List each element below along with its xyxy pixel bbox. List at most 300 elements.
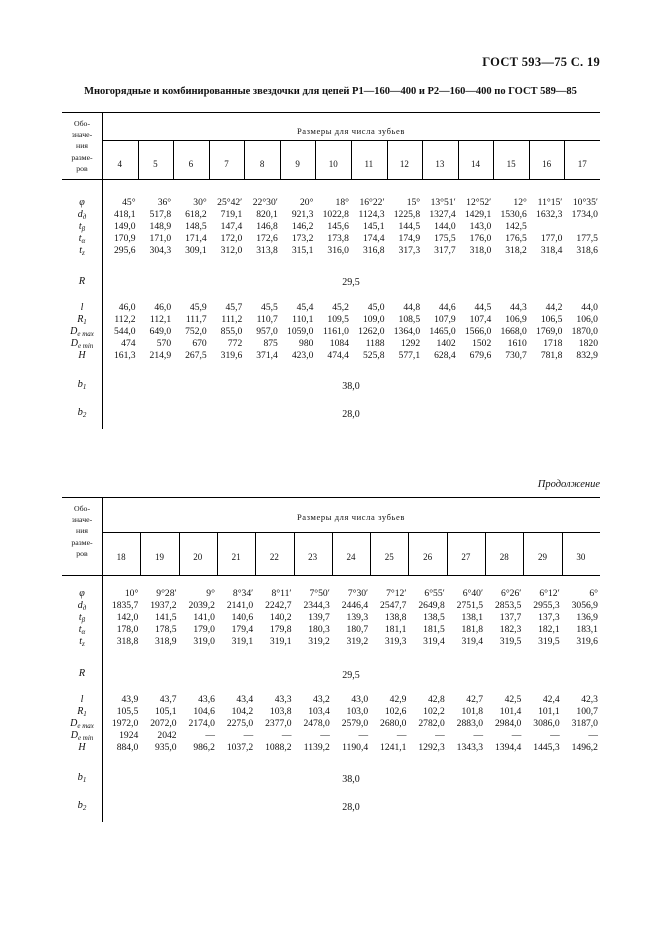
- cell-de-min: 570: [156, 338, 172, 349]
- cell-h: 1190,4: [342, 742, 369, 753]
- cell-t-b: 146,8: [256, 221, 278, 232]
- cell-de-min: —: [281, 730, 292, 741]
- teeth-count-cell: 8: [259, 159, 265, 169]
- cell-l: 45,7: [225, 302, 243, 313]
- cell-r1: 104,6: [193, 706, 215, 717]
- cell-t-b: 139,7: [308, 612, 330, 623]
- cell-h: 832,9: [576, 350, 598, 361]
- cell-t-b: 144,5: [398, 221, 421, 232]
- cell-de-max: 2984,0: [494, 718, 522, 729]
- cell-t-b: 140,6: [231, 612, 254, 623]
- cell-r1: 106,9: [505, 314, 527, 325]
- data-column: [562, 694, 598, 754]
- cell-de-min: 474: [121, 338, 136, 349]
- cell-l: 43,7: [159, 694, 177, 705]
- cell-phi: 6°: [589, 588, 598, 599]
- teeth-count-cell: 16: [542, 159, 552, 169]
- cell-phi: 9°: [206, 588, 215, 599]
- cell-phi: 7°12′: [386, 588, 407, 599]
- cell-phi: 6°26′: [501, 588, 522, 599]
- cell-t-z: 318,9: [155, 636, 177, 647]
- cell-l: 45,5: [261, 302, 278, 313]
- cell-de-min: 2042: [157, 730, 177, 741]
- cell-t-b: 138,8: [384, 612, 407, 623]
- value-b2: 28,0: [342, 409, 360, 420]
- cell-t-z: 318,0: [469, 245, 492, 256]
- cell-t-a: 171,4: [185, 233, 207, 244]
- cell-t-a: 179,0: [193, 624, 215, 635]
- cell-phi: 8°34′: [232, 588, 254, 599]
- cell-l: 43,4: [236, 694, 254, 705]
- cell-d-d: 618,2: [185, 209, 207, 220]
- teeth-count-cell: 20: [193, 552, 203, 562]
- cell-phi: 6°55′: [424, 588, 445, 599]
- cell-t-b: 144,0: [434, 221, 456, 232]
- cell-de-min: 1292: [400, 338, 421, 349]
- data-column: [244, 302, 278, 362]
- cell-de-min: 1924: [119, 730, 139, 741]
- cell-t-z: 313,8: [256, 245, 278, 256]
- cell-l: 46,0: [118, 302, 136, 313]
- cell-t-z: 318,6: [576, 245, 598, 256]
- cell-t-a: 175,5: [434, 233, 456, 244]
- cell-l: 43,0: [351, 694, 369, 705]
- teeth-count-cell: 4: [117, 159, 123, 169]
- data-column: [458, 302, 492, 362]
- teeth-count-cell: 12: [399, 159, 409, 169]
- cell-d-d: 1022,8: [322, 209, 349, 220]
- cell-r1: 101,8: [461, 706, 484, 717]
- cell-t-a: 172,6: [256, 233, 278, 244]
- cell-phi: 13°51′: [430, 197, 456, 208]
- cell-h: 1343,3: [456, 742, 484, 753]
- cell-h: 577,1: [398, 350, 421, 361]
- cell-phi: 22°30′: [252, 197, 278, 208]
- cell-t-b: 145,6: [327, 221, 349, 232]
- cell-h: 1445,3: [533, 742, 560, 753]
- cell-h: 935,0: [155, 742, 177, 753]
- dimension-caption: Размеры для числа зубьев: [296, 126, 406, 136]
- cell-t-a: 177,5: [576, 233, 598, 244]
- cell-phi: 18°: [335, 197, 349, 208]
- cell-de-max: 2377,0: [265, 718, 292, 729]
- data-column: [564, 302, 598, 362]
- cell-phi: 45°: [122, 197, 136, 208]
- table-teeth-4-17: [62, 112, 600, 429]
- cell-l: 44,0: [581, 302, 598, 313]
- cell-de-min: —: [473, 730, 484, 741]
- cell-t-z: 317,3: [398, 245, 421, 256]
- teeth-count-cell: 23: [308, 552, 318, 562]
- cell-t-z: 319,5: [538, 636, 560, 647]
- data-column: [447, 588, 483, 648]
- cell-h: 423,0: [291, 350, 314, 361]
- cell-t-z: 319,0: [193, 636, 215, 647]
- cell-r1: 103,4: [308, 706, 330, 717]
- cell-de-min: 1402: [436, 338, 456, 349]
- cell-d-d: 517,8: [149, 209, 172, 220]
- cell-de-max: 1465,0: [429, 326, 456, 337]
- cell-phi: 25°42′: [217, 197, 243, 208]
- cell-r1: 101,1: [538, 706, 560, 717]
- symbol-b1: $b_1$: [77, 379, 87, 391]
- cell-t-a: 181,5: [423, 624, 445, 635]
- teeth-count-cell: 10: [328, 159, 338, 169]
- cell-phi: 11°15′: [537, 197, 563, 208]
- cell-r1: 102,6: [384, 706, 407, 717]
- cell-de-min: 1718: [543, 338, 563, 349]
- cell-r1: 107,4: [469, 314, 492, 325]
- cell-d-d: 820,1: [256, 209, 278, 220]
- cell-de-min: —: [550, 730, 560, 741]
- cell-t-a: 170,9: [113, 233, 136, 244]
- cell-t-b: [564, 221, 598, 233]
- cell-d-d: 2547,7: [380, 600, 407, 611]
- cell-h: 679,6: [469, 350, 492, 361]
- cell-l: 44,8: [403, 302, 421, 313]
- cell-d-d: 2141,0: [226, 600, 254, 611]
- cell-t-z: 318,8: [116, 636, 139, 647]
- teeth-count-cell: 28: [499, 552, 509, 562]
- cell-l: 43,6: [198, 694, 215, 705]
- data-column: [209, 197, 243, 257]
- cell-t-b: 148,5: [185, 221, 207, 232]
- data-column: [209, 302, 243, 362]
- data-column: [493, 197, 527, 257]
- cell-phi: 16°22′: [359, 197, 385, 208]
- cell-r1: 107,9: [434, 314, 456, 325]
- cell-l: 42,9: [389, 694, 407, 705]
- teeth-count-cell: 9: [295, 159, 300, 169]
- page-header: ГОСТ 593—75 С. 19: [482, 55, 600, 69]
- cell-t-b: 146,2: [291, 221, 314, 232]
- cell-de-max: 1972,0: [111, 718, 139, 729]
- cell-t-z: 319,2: [308, 636, 330, 647]
- cell-d-d: 1530,6: [500, 209, 527, 220]
- cell-d-d: 1734,0: [571, 209, 598, 220]
- data-column: [408, 588, 444, 648]
- data-column: [102, 588, 138, 648]
- teeth-count-cell: 26: [423, 552, 433, 562]
- teeth-count-cell: 6: [188, 159, 194, 169]
- cell-phi: 6°40′: [462, 588, 484, 599]
- table-teeth-18-30: [62, 497, 600, 822]
- cell-de-max: 1668,0: [500, 326, 527, 337]
- cell-t-z: 319,4: [423, 636, 445, 647]
- cell-r1: 109,5: [327, 314, 349, 325]
- cell-t-b: 138,5: [423, 612, 445, 623]
- continuation-label: Продолжение: [537, 479, 600, 490]
- cell-de-max: 2072,0: [150, 718, 177, 729]
- cell-h: 371,4: [256, 350, 278, 361]
- cell-l: 43,3: [274, 694, 292, 705]
- cell-t-b: 141,5: [155, 612, 177, 623]
- cell-h: 161,3: [113, 350, 136, 361]
- cell-d-d: 1429,1: [464, 209, 492, 220]
- cell-t-a: 180,3: [308, 624, 330, 635]
- cell-t-a: 177,0: [540, 233, 563, 244]
- cell-t-a: 176,5: [505, 233, 527, 244]
- data-column: [102, 197, 136, 257]
- cell-de-min: —: [396, 730, 407, 741]
- cell-t-b: 149,0: [113, 221, 136, 232]
- data-column: [370, 588, 406, 648]
- cell-h: 1496,2: [571, 742, 598, 753]
- cell-de-min: 1820: [578, 338, 598, 349]
- data-column: [138, 302, 172, 362]
- cell-h: 474,4: [327, 350, 349, 361]
- cell-t-z: 319,3: [384, 636, 407, 647]
- cell-de-min: 1610: [507, 338, 527, 349]
- cell-de-max: 1769,0: [536, 326, 563, 337]
- cell-l: 42,5: [504, 694, 522, 705]
- cell-l: 42,8: [427, 694, 445, 705]
- symbols-group-2: l $R_1$ $D_{e max}$ $D_{e min}$ H: [70, 302, 94, 361]
- cell-de-min: —: [358, 730, 369, 741]
- cell-phi: 12°52′: [466, 197, 492, 208]
- cell-de-max: 3086,0: [533, 718, 560, 729]
- cell-de-max: 544,0: [113, 326, 136, 337]
- teeth-count-cell: 25: [384, 552, 394, 562]
- cell-phi: 15°: [406, 197, 421, 208]
- cell-h: 986,2: [193, 742, 215, 753]
- teeth-count-cell: 5: [153, 159, 158, 169]
- data-column: [351, 302, 385, 362]
- cell-t-a: 180,7: [346, 624, 369, 635]
- cell-r1: 101,4: [499, 706, 522, 717]
- cell-de-max: 1059,0: [287, 326, 314, 337]
- cell-t-a: 183,1: [576, 624, 598, 635]
- data-column: [244, 197, 278, 257]
- cell-t-z: 319,5: [499, 636, 522, 647]
- data-column: [493, 302, 527, 362]
- cell-de-max: 855,0: [220, 326, 243, 337]
- cell-l: 44,5: [474, 302, 492, 313]
- cell-de-min: 1188: [365, 338, 385, 349]
- cell-t-z: 312,0: [220, 245, 243, 256]
- data-column: [102, 302, 136, 362]
- data-column: [529, 302, 563, 362]
- data-column: [280, 302, 314, 362]
- cell-t-z: 318,2: [505, 245, 527, 256]
- cell-phi: 7°50′: [309, 588, 330, 599]
- cell-d-d: 1937,2: [150, 600, 177, 611]
- cell-de-min: —: [588, 730, 598, 741]
- teeth-count-cell: 22: [269, 552, 279, 562]
- cell-l: 42,7: [466, 694, 484, 705]
- cell-r1: 100,7: [576, 706, 598, 717]
- cell-r1: 112,2: [114, 314, 136, 325]
- cell-de-max: 1566,0: [464, 326, 492, 337]
- cell-phi: 10°: [124, 588, 139, 599]
- data-column: [351, 197, 385, 257]
- cell-h: 1139,2: [303, 742, 330, 753]
- data-column: [408, 694, 444, 754]
- cell-t-z: 319,1: [231, 636, 254, 647]
- cell-de-max: 752,0: [185, 326, 207, 337]
- data-column: [294, 588, 330, 648]
- cell-h: 319,6: [220, 350, 243, 361]
- cell-r1: 112,1: [149, 314, 172, 325]
- data-column: [280, 197, 314, 257]
- cell-h: 525,8: [362, 350, 385, 361]
- data-column: [387, 197, 421, 257]
- cell-h: 1088,2: [265, 742, 292, 753]
- data-column: [529, 197, 563, 257]
- cell-phi: 9°28′: [156, 588, 177, 599]
- cell-d-d: 719,1: [220, 209, 243, 220]
- cell-t-b: [529, 221, 563, 233]
- cell-de-min: 980: [299, 338, 314, 349]
- cell-phi: 8°11′: [271, 588, 292, 599]
- cell-d-d: 1225,8: [393, 209, 421, 220]
- teeth-count-cell: 11: [364, 159, 374, 169]
- cell-r1: 103,8: [269, 706, 292, 717]
- data-column: [217, 694, 253, 754]
- value-b1: 38,0: [342, 381, 360, 392]
- cell-de-max: 649,0: [149, 326, 172, 337]
- data-column: [562, 588, 598, 648]
- cell-de-min: —: [511, 730, 522, 741]
- cell-phi: 20°: [299, 197, 314, 208]
- cell-t-z: 315,1: [291, 245, 314, 256]
- data-column: [422, 197, 456, 257]
- symbol-column-header: Обо- значе- ния разме- ров: [71, 119, 93, 173]
- cell-l: 42,4: [542, 694, 560, 705]
- cell-de-min: —: [320, 730, 330, 741]
- data-column: [102, 694, 138, 754]
- cell-d-d: 2344,3: [303, 600, 330, 611]
- cell-d-d: 2853,5: [494, 600, 522, 611]
- cell-t-b: 147,4: [220, 221, 243, 232]
- cell-d-d: 2751,5: [456, 600, 484, 611]
- data-column: [332, 588, 368, 648]
- symbol-R: R: [78, 276, 86, 287]
- cell-r1: 105,1: [155, 706, 177, 717]
- teeth-count-cell: 29: [538, 552, 548, 562]
- cell-t-b: 139,3: [346, 612, 369, 623]
- cell-t-b: 136,9: [576, 612, 598, 623]
- data-column: [523, 588, 559, 648]
- cell-t-a: 173,8: [327, 233, 349, 244]
- cell-r1: 104,2: [231, 706, 254, 717]
- cell-t-z: 317,7: [434, 245, 456, 256]
- cell-t-a: 182,1: [538, 624, 560, 635]
- data-column: [255, 694, 291, 754]
- data-column: [387, 302, 421, 362]
- cell-l: 46,0: [154, 302, 172, 313]
- cell-r1: 110,7: [256, 314, 278, 325]
- cell-l: 44,6: [438, 302, 456, 313]
- cell-de-max: 2174,0: [188, 718, 215, 729]
- data-column: [370, 694, 406, 754]
- page-title: Многорядные и комбинированные звездочки для цепей Р1—160—400 и Р2—160—400 по ГОСТ 589—85: [84, 86, 577, 97]
- value-R: 29,5: [342, 277, 360, 288]
- symbols-group-1: φ $d_д$ $t_\beta$ $t_\alpha$ $t_z$: [77, 197, 87, 257]
- teeth-count-cell: 30: [576, 552, 586, 562]
- data-column: [523, 694, 559, 754]
- cell-phi: 30°: [193, 197, 207, 208]
- data-column: [458, 197, 492, 257]
- cell-t-z: 304,3: [149, 245, 172, 256]
- cell-d-d: 921,3: [291, 209, 314, 220]
- data-column: [422, 302, 456, 362]
- cell-r1: 110,1: [292, 314, 314, 325]
- cell-d-d: 1124,3: [358, 209, 385, 220]
- cell-de-min: —: [243, 730, 254, 741]
- cell-de-min: 670: [192, 338, 207, 349]
- cell-t-z: 318,4: [540, 245, 563, 256]
- teeth-count-cell: 18: [116, 552, 126, 562]
- data-column: [564, 197, 598, 257]
- cell-l: 45,4: [296, 302, 314, 313]
- cell-r1: 106,0: [576, 314, 598, 325]
- data-column: [138, 197, 172, 257]
- cell-t-z: 319,1: [269, 636, 292, 647]
- cell-t-b: 140,2: [269, 612, 292, 623]
- cell-d-d: 1632,3: [536, 209, 563, 220]
- cell-de-max: 2883,0: [456, 718, 484, 729]
- cell-d-d: 2955,3: [533, 600, 560, 611]
- cell-r1: 103,0: [346, 706, 369, 717]
- cell-r1: 111,2: [221, 314, 243, 325]
- cell-r1: 102,2: [423, 706, 445, 717]
- cell-t-a: 178,5: [155, 624, 177, 635]
- cell-d-d: 1835,7: [111, 600, 139, 611]
- cell-t-z: 319,6: [576, 636, 598, 647]
- cell-de-max: 2478,0: [303, 718, 330, 729]
- cell-h: 1241,1: [380, 742, 407, 753]
- cell-phi: 12°: [513, 197, 527, 208]
- cell-de-max: 1262,0: [358, 326, 385, 337]
- data-column: [447, 694, 483, 754]
- cell-de-max: 2680,0: [380, 718, 407, 729]
- symbol-column-header: Обо- значе- ния разме- ров: [71, 504, 93, 558]
- cell-d-d: 1327,4: [429, 209, 456, 220]
- teeth-count-cell: 14: [470, 159, 480, 169]
- cell-d-d: 2446,4: [341, 600, 369, 611]
- cell-l: 44,2: [545, 302, 563, 313]
- data-column: [315, 302, 349, 362]
- cell-d-d: 3056,9: [571, 600, 598, 611]
- cell-de-max: 2579,0: [341, 718, 369, 729]
- cell-de-min: 772: [227, 338, 243, 349]
- cell-de-max: 1870,0: [571, 326, 598, 337]
- cell-t-z: 295,6: [113, 245, 136, 256]
- cell-t-b: 145,1: [362, 221, 385, 232]
- data-column: [217, 588, 253, 648]
- cell-h: 781,8: [540, 350, 563, 361]
- cell-d-d: 2039,2: [188, 600, 215, 611]
- cell-r1: 111,7: [185, 314, 207, 325]
- cell-d-d: 2242,7: [265, 600, 292, 611]
- data-column: [315, 197, 349, 257]
- cell-r1: 109,0: [362, 314, 385, 325]
- cell-t-b: 143,0: [469, 221, 492, 232]
- cell-t-a: 174,4: [362, 233, 385, 244]
- cell-t-z: 316,0: [327, 245, 349, 256]
- cell-de-min: —: [205, 730, 215, 741]
- cell-t-z: 319,2: [346, 636, 369, 647]
- cell-de-min: 1084: [329, 338, 349, 349]
- data-column: [485, 694, 521, 754]
- cell-de-min: 875: [263, 338, 278, 349]
- cell-t-z: 319,4: [461, 636, 484, 647]
- data-column: [173, 197, 207, 257]
- cell-de-max: 957,0: [256, 326, 278, 337]
- cell-t-a: 178,0: [116, 624, 139, 635]
- data-column: [140, 694, 176, 754]
